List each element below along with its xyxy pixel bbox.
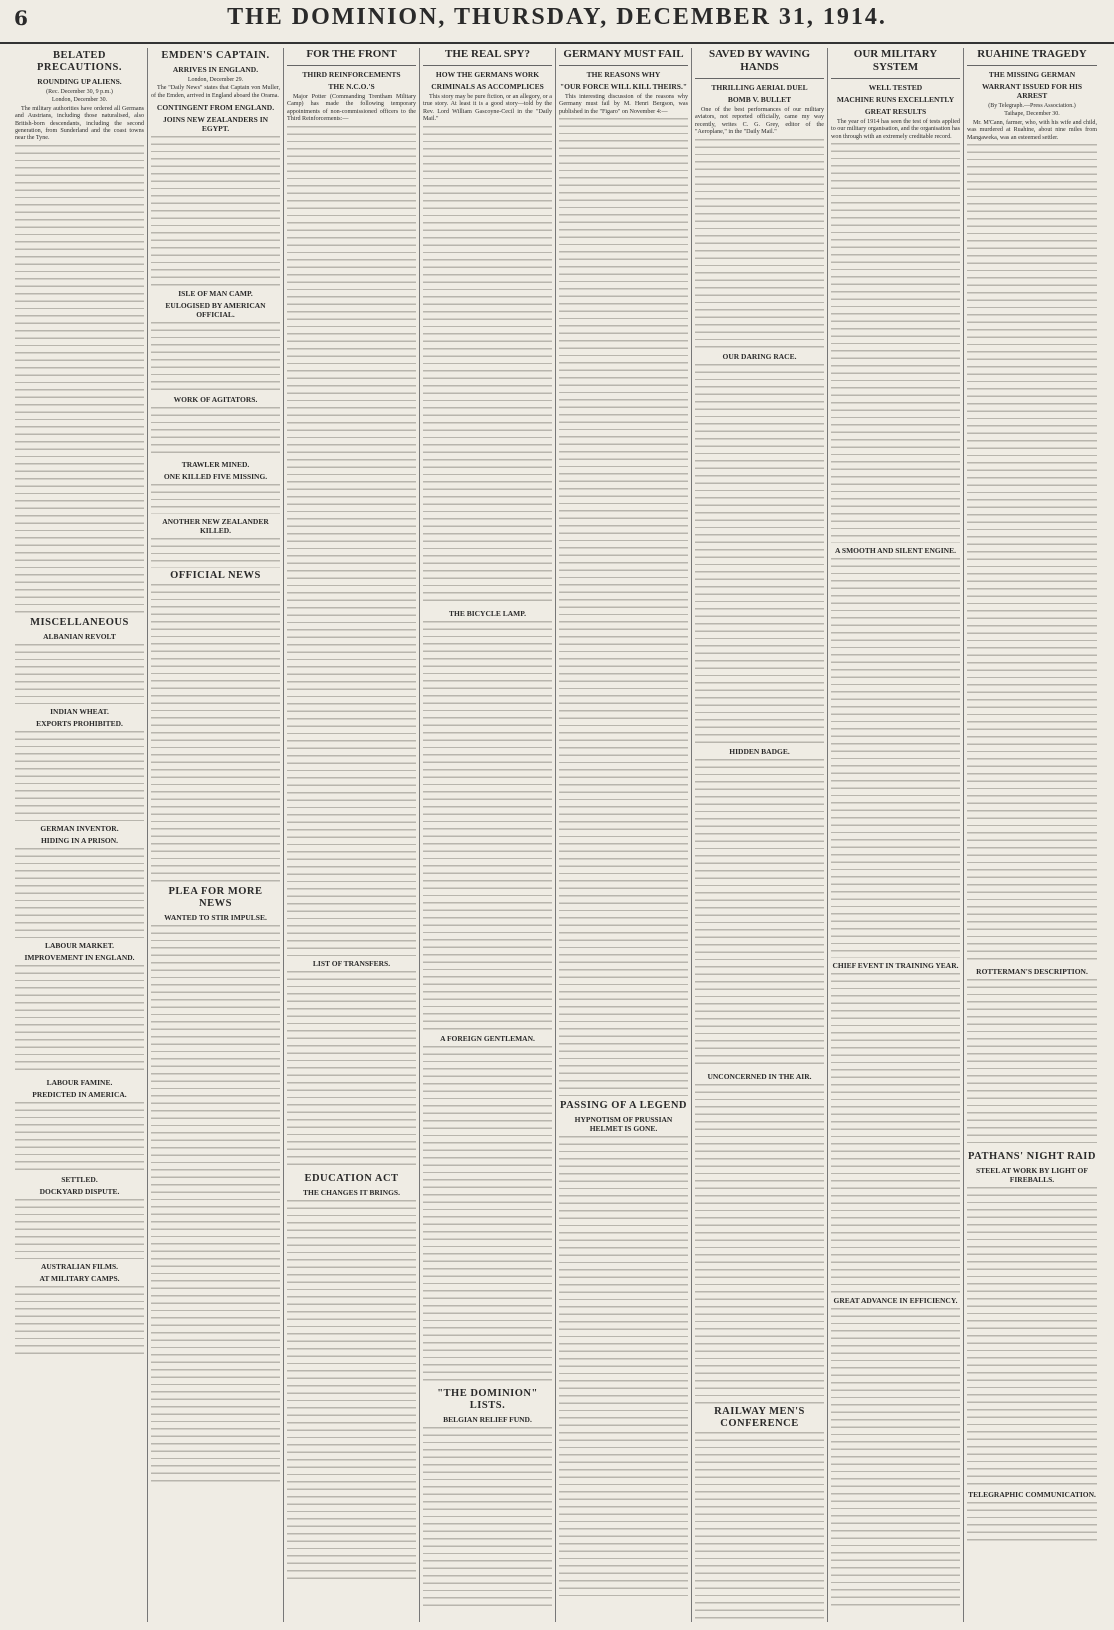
article-heading: CHIEF EVENT IN TRAINING YEAR. (832, 961, 959, 971)
column-subheading: HOW THE GERMANS WORK (435, 70, 540, 79)
place-line: London, December 29. (187, 77, 244, 83)
article-lead: This story may be pure fiction, or an allegory, or a true story. At least it is a good story—told by the Rev. Lord William Gascoyne-Cecil in the "Daily Mail." (423, 94, 552, 123)
article-heading: GREAT ADVANCE IN EFFICIENCY. (833, 1296, 958, 1306)
column-subheading-3: GREAT RESULTS (864, 107, 927, 116)
column-heading: RUAHINE TRAGEDY (967, 48, 1097, 66)
article-body (287, 126, 416, 956)
article-body (287, 971, 416, 1171)
article-subheading: HYPNOTISM OF PRUSSIAN HELMET IS GONE. (574, 1115, 673, 1134)
article-body (967, 144, 1097, 964)
column-5 (556, 48, 692, 1622)
column-heading: BELATED PRECAUTIONS. (36, 50, 123, 73)
article-subheading: WANTED TO STIR IMPULSE. (164, 913, 267, 923)
article-body (695, 759, 824, 1069)
article-subheading: PREDICTED IN AMERICA. (32, 1089, 127, 1099)
dateline: (Rec. December 30, 9 p.m.) (46, 89, 113, 95)
article-body (151, 484, 280, 514)
place-line: Taihape, December 30. (1004, 111, 1060, 118)
section-heading: PASSING OF A LEGEND (559, 1100, 688, 1112)
article-heading: GERMAN INVENTOR. (40, 823, 119, 833)
column-subheading-2: MACHINE RUNS EXCELLENTLY (836, 95, 955, 104)
article-body (967, 1187, 1097, 1487)
article-body (151, 584, 280, 884)
article-subheading: ONE KILLED FIVE MISSING. (163, 472, 268, 482)
article-subheading: BELGIAN RELIEF FUND. (443, 1414, 532, 1424)
article-heading: UNCONCERNED IN THE AIR. (707, 1071, 812, 1081)
article-heading: TELEGRAPHIC COMMUNICATION. (968, 1490, 1096, 1500)
article-heading: TRAWLER MINED. (181, 460, 250, 470)
article-body (15, 1286, 144, 1356)
column-subheading: WELL TESTED (868, 83, 923, 92)
article-body (151, 136, 280, 286)
column-7 (828, 48, 964, 1622)
column-subheading-2: WARRANT ISSUED FOR HIS ARREST (981, 82, 1083, 100)
section-heading: MISCELLANEOUS (30, 616, 129, 628)
article-lead: Mr. M'Cann, farmer, who, with his wife and child, was murdered at Ruahine, about nine miles from Mangaweka, was an esteemed settler. (967, 119, 1097, 141)
article-body (423, 1427, 552, 1607)
article-heading: LABOUR MARKET. (44, 940, 115, 950)
column-subheading-2: BOMB V. BULLET (727, 95, 792, 104)
column-subheading: THE REASONS WHY (586, 70, 661, 79)
article-heading: A FOREIGN GENTLEMAN. (440, 1033, 535, 1043)
article-body (831, 143, 960, 543)
article-lead: The year of 1914 has seen the test of tests applied to our military organisation, and the organisation has won through with an extremely creditable record. (831, 119, 960, 140)
article-body (831, 973, 960, 1293)
article-body (423, 126, 552, 606)
article-lead: One of the best performances of our military aviators, not reported officially, came my way recently, writes C. G. Grey, editor of the "Aeroplane," in the "Daily Mail." (695, 107, 824, 136)
article-body (15, 1199, 144, 1259)
article-heading: CONTINGENT FROM ENGLAND. (156, 103, 275, 113)
article-body (15, 1102, 144, 1172)
section-heading: "THE DOMINION" LISTS. (437, 1387, 538, 1411)
columns (12, 48, 1106, 1622)
article-body (695, 364, 824, 744)
column-4 (420, 48, 556, 1622)
article-body (151, 322, 280, 392)
article-body (15, 848, 144, 938)
article-subheading: EXPORTS PROHIBITED. (36, 718, 123, 728)
article-subheading: STEEL AT WORK BY LIGHT OF FIREBALLS. (976, 1166, 1088, 1185)
column-heading: THE REAL SPY? (423, 48, 552, 66)
article-heading: OUR DARING RACE. (722, 351, 797, 361)
article-body (559, 118, 688, 1098)
article-lead: The "Daily News" states that Captain von Muller, of the Emden, arrived in England aboard the Orama. (151, 85, 280, 99)
section-heading: EDUCATION ACT (304, 1172, 399, 1184)
article-body (831, 1308, 960, 1608)
article-body (695, 1084, 824, 1404)
article-heading: ANOTHER NEW ZEALANDER KILLED. (162, 517, 269, 536)
article-lead: This interesting discussion of the reasons why Germany must fail by M. Henri Bergson, was published in the "Figaro" on November 4:— (559, 94, 688, 115)
article-heading: LABOUR FAMINE. (46, 1077, 113, 1087)
article-body (15, 145, 144, 615)
article-body (695, 139, 824, 349)
article-heading: A SMOOTH AND SILENT ENGINE. (835, 546, 956, 556)
article-body (559, 1136, 688, 1596)
article-body (831, 558, 960, 958)
place-line: London, December 30. (51, 97, 108, 104)
section-heading: RAILWAY MEN'S CONFERENCE (714, 1405, 805, 1429)
section-heading: PATHANS' NIGHT RAID (968, 1151, 1096, 1163)
article-heading: THE BICYCLE LAMP. (448, 608, 527, 618)
column-heading: SAVED BY WAVING HANDS (695, 48, 824, 79)
article-subheading: DOCKYARD DISPUTE. (39, 1186, 120, 1196)
column-heading: FOR THE FRONT (287, 48, 416, 66)
article-body (151, 538, 280, 568)
column-subheading: ARRIVES IN ENGLAND. (172, 65, 259, 74)
article-body (695, 1432, 824, 1622)
article-body (423, 621, 552, 1031)
column-subheading-2: "OUR FORCE WILL KILL THEIRS." (559, 82, 688, 91)
column-subheading-2: THE N.C.O.'S (328, 82, 375, 91)
article-subheading: THE CHANGES IT BRINGS. (303, 1187, 400, 1197)
article-subheading: AT MILITARY CAMPS. (39, 1273, 120, 1283)
column-2 (148, 48, 284, 1622)
article-heading: INDIAN WHEAT. (50, 706, 109, 716)
column-subheading: THE MISSING GERMAN (988, 70, 1076, 79)
article-subheading: JOINS NEW ZEALANDERS IN EGYPT. (162, 115, 269, 134)
section-heading: OFFICIAL NEWS (170, 570, 261, 582)
article-subheading: EULOGISED BY AMERICAN OFFICIAL. (165, 301, 266, 320)
article-heading: AUSTRALIAN FILMS. (40, 1261, 119, 1271)
article-body (15, 731, 144, 821)
column-subheading: ROUNDING UP ALIENS. (37, 77, 122, 86)
article-heading: WORK OF AGITATORS. (173, 395, 258, 405)
column-6 (692, 48, 828, 1622)
column-heading: EMDEN'S CAPTAIN. (161, 50, 270, 61)
article-body (967, 1502, 1097, 1542)
column-8 (964, 48, 1100, 1622)
article-body (287, 1200, 416, 1580)
section-heading: PLEA FOR MORE NEWS (168, 886, 263, 910)
article-body (151, 925, 280, 1485)
article-body (151, 407, 280, 457)
article-lead: The military authorities have ordered all Germans and Austrians, including those naturalised, also British-born descendants, including the second generation, from Sunderland and the coast towns near the Tyne. (15, 105, 144, 142)
article-body (15, 644, 144, 704)
column-1 (12, 48, 148, 1622)
article-heading: ISLE OF MAN CAMP. (178, 289, 253, 299)
column-3 (284, 48, 420, 1622)
column-heading: OUR MILITARY SYSTEM (831, 48, 960, 79)
column-heading: GERMANY MUST FAIL (559, 48, 688, 66)
newspaper-title: THE DOMINION, THURSDAY, DECEMBER 31, 1914. (227, 4, 887, 30)
article-heading: ROTTERMAN'S DESCRIPTION. (976, 967, 1088, 977)
page-number: 6 (14, 6, 28, 30)
article-heading: ALBANIAN REVOLT (43, 631, 116, 641)
article-heading: LIST OF TRANSFERS. (312, 958, 391, 968)
masthead (0, 0, 1114, 44)
column-subheading: THRILLING AERIAL DUEL (711, 83, 808, 92)
article-body (967, 979, 1097, 1149)
article-body (423, 1046, 552, 1386)
column-subheading-2: CRIMINALS AS ACCOMPLICES (431, 82, 544, 91)
dateline: (By Telegraph.—Press Association.) (988, 103, 1076, 109)
article-heading: SETTLED. (61, 1174, 98, 1184)
column-subheading: THIRD REINFORCEMENTS (302, 70, 401, 79)
article-subheading: HIDING IN A PRISON. (40, 835, 119, 845)
article-lead: Major Potter (Commanding Trentham Military Camp) has made the following temporary appointments of non-commissioned officers to the Third Reinforcements:— (287, 94, 416, 123)
article-subheading: IMPROVEMENT IN ENGLAND. (24, 952, 135, 962)
article-heading: HIDDEN BADGE. (729, 746, 790, 756)
article-body (15, 965, 144, 1075)
